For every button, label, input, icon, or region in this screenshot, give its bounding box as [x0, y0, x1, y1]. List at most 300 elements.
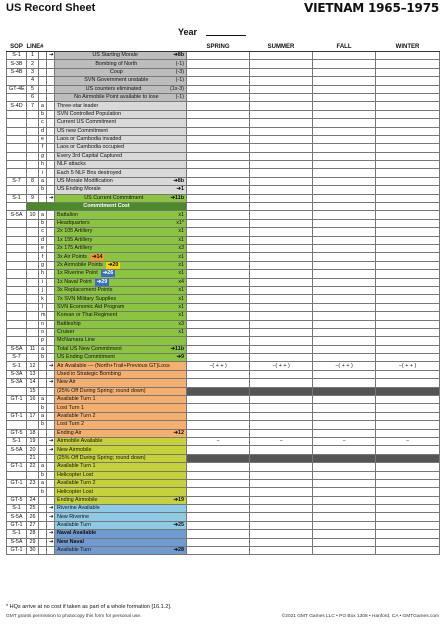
season-cell[interactable]	[313, 404, 376, 412]
season-cell[interactable]	[187, 219, 250, 227]
season-cell[interactable]	[313, 530, 376, 538]
season-cell[interactable]	[250, 303, 313, 311]
season-cell[interactable]	[187, 110, 250, 118]
season-cell[interactable]	[313, 152, 376, 160]
season-cell[interactable]	[187, 429, 250, 437]
table-row	[7, 312, 440, 320]
season-cell[interactable]	[250, 68, 313, 76]
season-cell[interactable]	[250, 110, 313, 118]
season-cell[interactable]	[250, 278, 313, 286]
sub-letter: j	[39, 286, 47, 294]
season-cell[interactable]	[376, 186, 440, 194]
season-cell[interactable]	[313, 110, 376, 118]
season-cell[interactable]	[376, 345, 440, 353]
season-cell[interactable]	[187, 85, 250, 93]
season-cell[interactable]	[313, 228, 376, 236]
season-cell[interactable]	[376, 412, 440, 420]
season-cell[interactable]	[187, 119, 250, 127]
season-cell[interactable]	[313, 169, 376, 177]
sub-letter	[39, 362, 47, 370]
season-cell[interactable]	[313, 463, 376, 471]
season-cell[interactable]	[250, 135, 313, 143]
season-cell[interactable]	[376, 253, 440, 261]
season-cell[interactable]	[313, 253, 376, 261]
line-number	[27, 312, 39, 320]
season-cell[interactable]	[376, 60, 440, 68]
row-value: ➔8b	[173, 178, 185, 185]
season-cell[interactable]	[250, 236, 313, 244]
season-cell[interactable]	[313, 278, 376, 286]
season-cell[interactable]	[376, 370, 440, 378]
season-cell[interactable]	[187, 93, 250, 101]
season-cell[interactable]	[376, 194, 440, 202]
season-cell[interactable]	[250, 404, 313, 412]
season-cell[interactable]	[376, 244, 440, 252]
season-cell[interactable]	[187, 370, 250, 378]
season-cell[interactable]	[376, 513, 440, 521]
season-cell[interactable]	[376, 161, 440, 169]
season-cell[interactable]: −	[250, 437, 313, 445]
season-cell[interactable]	[376, 270, 440, 278]
season-cell[interactable]	[313, 127, 376, 135]
season-cell[interactable]	[376, 312, 440, 320]
season-cell[interactable]	[250, 77, 313, 85]
season-cell[interactable]	[187, 253, 250, 261]
season-cell[interactable]	[376, 354, 440, 362]
season-cell[interactable]	[376, 211, 440, 219]
season-cell[interactable]	[376, 219, 440, 227]
row-label-text: US Morale Modification	[57, 178, 113, 185]
season-cell[interactable]	[250, 127, 313, 135]
season-cell[interactable]	[187, 228, 250, 236]
season-cell[interactable]	[187, 513, 250, 521]
season-cell[interactable]	[250, 312, 313, 320]
row-label-text: NLF attacks	[57, 161, 86, 168]
season-cell[interactable]	[313, 119, 376, 127]
season-cell[interactable]	[187, 479, 250, 487]
season-cell[interactable]	[376, 278, 440, 286]
season-cell[interactable]	[187, 186, 250, 194]
season-cell[interactable]	[313, 320, 376, 328]
season-cell[interactable]	[313, 203, 376, 211]
sop-cell: S-1	[7, 362, 27, 370]
season-cell[interactable]	[187, 396, 250, 404]
season-cell[interactable]	[313, 396, 376, 404]
line-number	[27, 488, 39, 496]
season-cell[interactable]	[376, 488, 440, 496]
season-cell[interactable]	[250, 286, 313, 294]
table-row	[7, 211, 440, 219]
season-cell[interactable]	[376, 547, 440, 555]
season-cell[interactable]	[376, 93, 440, 101]
season-cell[interactable]	[313, 354, 376, 362]
col-winter: WINTER	[376, 42, 440, 52]
season-cell[interactable]	[250, 186, 313, 194]
season-cell[interactable]	[313, 261, 376, 269]
season-cell[interactable]	[313, 521, 376, 529]
season-cell[interactable]	[250, 219, 313, 227]
row-value: ➔1	[176, 186, 185, 193]
season-cell[interactable]	[376, 521, 440, 529]
season-cell[interactable]	[376, 463, 440, 471]
season-cell[interactable]	[376, 127, 440, 135]
season-cell[interactable]	[313, 496, 376, 504]
season-cell[interactable]	[187, 379, 250, 387]
season-cell[interactable]	[376, 396, 440, 404]
sop-cell	[7, 454, 27, 462]
season-cell[interactable]	[250, 429, 313, 437]
season-cell[interactable]	[250, 396, 313, 404]
season-cell[interactable]	[376, 110, 440, 118]
row-label	[55, 77, 187, 85]
season-cell[interactable]	[250, 496, 313, 504]
row-label-text: Every 3rd Capital Captured	[57, 152, 123, 159]
season-cell[interactable]	[250, 488, 313, 496]
season-cell[interactable]	[313, 135, 376, 143]
season-cell[interactable]	[313, 93, 376, 101]
season-cell[interactable]	[313, 177, 376, 185]
season-cell[interactable]	[313, 244, 376, 252]
season-cell[interactable]	[376, 52, 440, 60]
season-cell[interactable]	[250, 354, 313, 362]
sop-cell	[7, 278, 27, 286]
row-label	[55, 68, 187, 76]
sub-letter: c	[39, 228, 47, 236]
season-cell[interactable]	[313, 194, 376, 202]
season-cell[interactable]	[376, 421, 440, 429]
season-cell[interactable]	[376, 261, 440, 269]
season-cell[interactable]	[187, 52, 250, 60]
season-cell[interactable]	[250, 446, 313, 454]
season-cell[interactable]	[376, 505, 440, 513]
row-label	[55, 295, 187, 303]
season-cell[interactable]	[313, 52, 376, 60]
row-label	[55, 228, 187, 236]
season-cell[interactable]	[187, 244, 250, 252]
arrow-icon	[47, 152, 55, 160]
season-cell[interactable]	[250, 295, 313, 303]
season-cell[interactable]	[313, 429, 376, 437]
season-cell[interactable]	[187, 505, 250, 513]
sop-cell	[7, 337, 27, 345]
season-cell[interactable]	[376, 169, 440, 177]
row-value: x1	[178, 253, 185, 260]
season-cell[interactable]	[187, 144, 250, 152]
row-label-text: Coup	[109, 68, 123, 75]
season-cell[interactable]	[376, 228, 440, 236]
line-number: 15	[27, 387, 39, 395]
season-cell[interactable]	[376, 135, 440, 143]
season-cell[interactable]	[250, 261, 313, 269]
season-cell[interactable]	[250, 412, 313, 420]
season-cell[interactable]	[376, 429, 440, 437]
season-cell[interactable]	[187, 286, 250, 294]
sop-cell: GT-1	[7, 479, 27, 487]
season-cell[interactable]	[250, 60, 313, 68]
table-row	[7, 421, 440, 429]
season-cell[interactable]	[250, 530, 313, 538]
season-cell[interactable]	[376, 77, 440, 85]
season-cell[interactable]	[187, 152, 250, 160]
season-cell[interactable]: −	[187, 437, 250, 445]
sop-cell: S-1	[7, 530, 27, 538]
season-cell[interactable]: −( + + )	[250, 362, 313, 370]
season-cell[interactable]	[376, 119, 440, 127]
season-cell[interactable]	[250, 505, 313, 513]
arrow-icon: ➔	[47, 362, 55, 370]
table-row	[7, 110, 440, 118]
season-cell[interactable]	[313, 538, 376, 546]
arrow-icon	[47, 328, 55, 336]
season-cell[interactable]	[250, 144, 313, 152]
row-label-text: 3x Replacement Points	[57, 287, 113, 294]
season-cell[interactable]	[376, 177, 440, 185]
season-cell[interactable]	[313, 270, 376, 278]
season-cell[interactable]	[187, 471, 250, 479]
season-cell[interactable]	[250, 463, 313, 471]
sop-cell	[7, 270, 27, 278]
row-label	[55, 530, 187, 538]
season-cell[interactable]	[187, 278, 250, 286]
season-cell[interactable]	[187, 303, 250, 311]
season-cell[interactable]	[313, 337, 376, 345]
season-cell[interactable]	[313, 102, 376, 110]
season-cell[interactable]	[376, 203, 440, 211]
table-row	[7, 52, 440, 60]
row-label	[55, 505, 187, 513]
season-cell[interactable]	[187, 203, 250, 211]
season-cell[interactable]	[313, 505, 376, 513]
season-cell[interactable]	[313, 286, 376, 294]
season-cell[interactable]	[187, 488, 250, 496]
season-cell[interactable]	[376, 446, 440, 454]
season-cell[interactable]	[313, 211, 376, 219]
season-cell[interactable]	[313, 85, 376, 93]
season-cell[interactable]	[250, 253, 313, 261]
season-cell[interactable]	[376, 295, 440, 303]
sub-letter: h	[39, 270, 47, 278]
season-cell[interactable]	[187, 530, 250, 538]
season-cell[interactable]	[376, 144, 440, 152]
season-cell[interactable]	[187, 270, 250, 278]
sop-cell	[7, 127, 27, 135]
season-cell[interactable]	[376, 496, 440, 504]
season-cell[interactable]	[250, 345, 313, 353]
season-cell[interactable]	[250, 270, 313, 278]
season-cell[interactable]	[250, 479, 313, 487]
season-cell[interactable]	[250, 161, 313, 169]
season-cell[interactable]	[376, 538, 440, 546]
table-row	[7, 437, 440, 445]
sop-cell: S-3A	[7, 379, 27, 387]
season-cell[interactable]	[187, 337, 250, 345]
season-cell[interactable]	[313, 161, 376, 169]
season-cell[interactable]	[313, 547, 376, 555]
season-cell[interactable]	[313, 68, 376, 76]
season-cell[interactable]	[313, 345, 376, 353]
season-cell	[376, 454, 440, 462]
season-cell[interactable]	[187, 312, 250, 320]
row-label	[55, 219, 187, 227]
arrow-icon	[47, 186, 55, 194]
season-cell[interactable]	[313, 219, 376, 227]
season-cell[interactable]	[313, 421, 376, 429]
season-cell[interactable]	[187, 404, 250, 412]
season-cell[interactable]	[250, 211, 313, 219]
season-cell[interactable]	[313, 312, 376, 320]
season-cell[interactable]	[313, 60, 376, 68]
season-cell[interactable]	[250, 169, 313, 177]
season-cell[interactable]	[250, 102, 313, 110]
sop-cell	[7, 135, 27, 143]
season-cell[interactable]	[187, 177, 250, 185]
season-cell[interactable]	[313, 295, 376, 303]
season-cell[interactable]	[187, 135, 250, 143]
season-cell[interactable]	[376, 102, 440, 110]
season-cell[interactable]	[376, 320, 440, 328]
season-cell[interactable]	[313, 328, 376, 336]
season-cell[interactable]	[313, 144, 376, 152]
arrow-icon	[47, 211, 55, 219]
season-cell[interactable]	[187, 496, 250, 504]
season-cell[interactable]	[250, 203, 313, 211]
season-cell[interactable]: −( + + )	[376, 362, 440, 370]
season-cell[interactable]: −	[313, 437, 376, 445]
season-cell[interactable]	[187, 547, 250, 555]
season-cell[interactable]	[250, 421, 313, 429]
season-cell[interactable]	[187, 60, 250, 68]
season-cell[interactable]	[376, 152, 440, 160]
row-label-text: Naval Available	[57, 530, 97, 537]
season-cell[interactable]	[187, 261, 250, 269]
season-cell[interactable]	[313, 446, 376, 454]
season-cell[interactable]	[187, 194, 250, 202]
season-cell[interactable]	[187, 295, 250, 303]
season-cell[interactable]	[313, 77, 376, 85]
season-cell[interactable]	[187, 412, 250, 420]
season-cell[interactable]	[250, 85, 313, 93]
season-cell[interactable]	[376, 68, 440, 76]
season-cell[interactable]: −	[376, 437, 440, 445]
season-cell[interactable]	[376, 379, 440, 387]
season-cell[interactable]	[376, 85, 440, 93]
row-label	[55, 538, 187, 546]
season-cell[interactable]	[187, 320, 250, 328]
row-value: x1*	[176, 220, 185, 226]
season-cell[interactable]	[187, 169, 250, 177]
row-label-text: Lost Turn 1	[57, 404, 84, 411]
season-cell[interactable]: −( + + )	[187, 362, 250, 370]
season-cell[interactable]	[313, 186, 376, 194]
season-cell[interactable]	[376, 286, 440, 294]
line-number: 17	[27, 412, 39, 420]
season-cell[interactable]	[313, 488, 376, 496]
row-label	[55, 437, 187, 445]
season-cell[interactable]	[250, 379, 313, 387]
season-cell[interactable]	[250, 471, 313, 479]
season-cell[interactable]	[313, 513, 376, 521]
season-cell[interactable]	[187, 446, 250, 454]
season-cell[interactable]	[250, 93, 313, 101]
season-cell[interactable]	[187, 77, 250, 85]
season-cell[interactable]	[376, 471, 440, 479]
season-cell[interactable]	[187, 102, 250, 110]
row-label-text: New Airmobile	[57, 446, 92, 453]
season-cell[interactable]	[376, 236, 440, 244]
season-cell[interactable]	[187, 328, 250, 336]
season-cell[interactable]	[250, 244, 313, 252]
season-cell[interactable]	[376, 303, 440, 311]
season-cell[interactable]	[187, 68, 250, 76]
col-spring: SPRING	[187, 42, 250, 52]
season-cell[interactable]	[187, 421, 250, 429]
row-label	[55, 169, 187, 177]
season-cell[interactable]	[250, 547, 313, 555]
season-cell[interactable]	[376, 337, 440, 345]
season-cell[interactable]: −( + + )	[313, 362, 376, 370]
season-cell[interactable]	[250, 320, 313, 328]
line-number	[27, 161, 39, 169]
season-cell[interactable]	[187, 161, 250, 169]
table-row	[7, 119, 440, 127]
season-cell[interactable]	[187, 463, 250, 471]
sub-letter: g	[39, 261, 47, 269]
season-cell[interactable]	[250, 177, 313, 185]
season-cell[interactable]	[187, 236, 250, 244]
season-cell[interactable]	[250, 513, 313, 521]
table-row	[7, 261, 440, 269]
season-cell[interactable]	[313, 236, 376, 244]
season-cell[interactable]	[187, 211, 250, 219]
season-cell[interactable]	[313, 379, 376, 387]
season-cell[interactable]	[250, 119, 313, 127]
table-row	[7, 85, 440, 93]
season-cell[interactable]	[187, 127, 250, 135]
season-cell[interactable]	[313, 303, 376, 311]
season-cell[interactable]	[250, 370, 313, 378]
year-input-line[interactable]	[206, 35, 246, 36]
season-cell[interactable]	[376, 530, 440, 538]
season-cell[interactable]	[250, 194, 313, 202]
sub-letter	[39, 538, 47, 546]
season-cell[interactable]	[187, 538, 250, 546]
season-cell[interactable]	[313, 479, 376, 487]
arrow-icon	[47, 354, 55, 362]
sub-letter: k	[39, 295, 47, 303]
season-cell[interactable]	[250, 52, 313, 60]
season-cell[interactable]	[250, 328, 313, 336]
season-cell[interactable]	[313, 412, 376, 420]
link-badge: ➔14	[91, 253, 103, 260]
table-row	[7, 253, 440, 261]
season-cell[interactable]	[187, 345, 250, 353]
season-cell[interactable]	[376, 404, 440, 412]
row-value: x1	[178, 211, 185, 218]
season-cell[interactable]	[376, 479, 440, 487]
season-cell[interactable]	[313, 471, 376, 479]
season-cell[interactable]	[250, 521, 313, 529]
season-cell[interactable]	[250, 337, 313, 345]
season-cell[interactable]	[250, 152, 313, 160]
season-cell[interactable]	[187, 354, 250, 362]
arrow-icon	[47, 303, 55, 311]
season-cell[interactable]	[376, 328, 440, 336]
season-cell[interactable]	[250, 538, 313, 546]
season-cell[interactable]	[313, 370, 376, 378]
season-cell[interactable]	[250, 228, 313, 236]
table-row	[7, 219, 440, 227]
season-cell[interactable]	[187, 521, 250, 529]
